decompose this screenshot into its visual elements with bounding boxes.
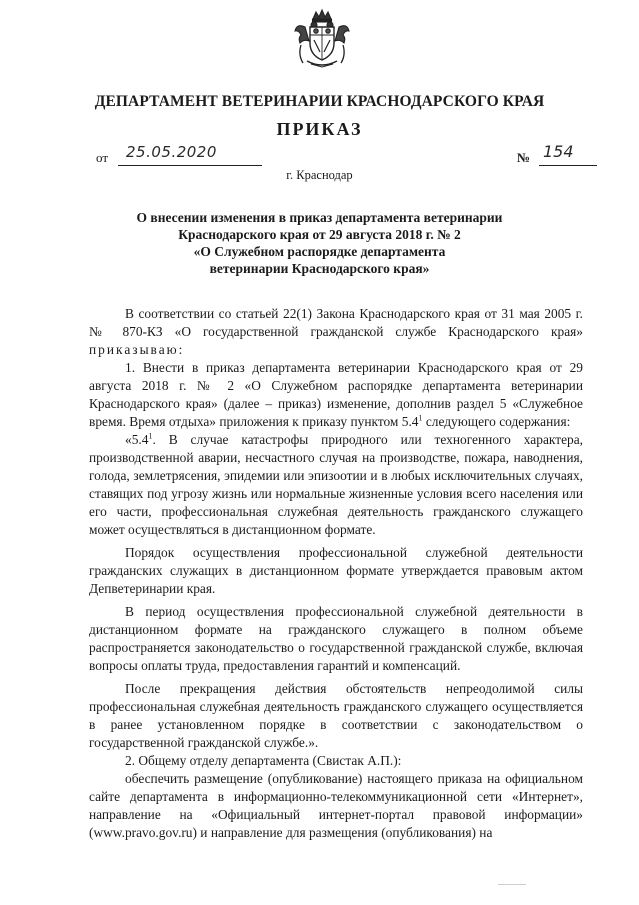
order-meta-row	[0, 140, 639, 180]
paragraph-item-2: 2. Общему отделу департамента (Свистак А.П.):	[125, 753, 402, 768]
paragraph-preamble	[89, 305, 583, 359]
title-line: О внесении изменения в приказ департамента ветеринарии	[136, 210, 503, 225]
preamble-text: В соответствии со статьей 22(1) Закона Краснодарского края от 31 мая 2005 г. № 870-КЗ «О государственной гражданской службе Краснодарского края»	[89, 306, 583, 339]
clause-text: . В случае катастрофы природного или техногенного характера, производственной аварии, несчастного случая на производстве, пожара, наводнения, голода, землетрясения, эпидемии или эпизоотии и в любых исключительных случаях, ставящих под угрозу жизнь или нормальные жизненные условия всего населения или его части, профессиональная служебная деятельность гражданского служащего может осуществляться в дистанционном формате.	[89, 432, 583, 537]
date-label: от	[96, 150, 109, 165]
document-type: ПРИКАЗ	[276, 119, 363, 139]
order-body	[89, 305, 583, 842]
department-name: ДЕПАРТАМЕНТ ВЕТЕРИНАРИИ КРАСНОДАРСКОГО КРАЯ	[94, 93, 545, 110]
order-verb: приказываю:	[89, 342, 185, 357]
item-1-tail: следующего содержания:	[422, 414, 571, 429]
item-1-text: 1. Внести в приказ департамента ветеринарии Краснодарского края от 29 августа 2018 г. № 2 «О Служебном распорядке департамента ветеринарии Краснодарского края» (далее – приказ) изменение, дополнив раздел 5 «Служебное время. Время отдыха» приложения к приказу пунктом 5.4	[89, 360, 583, 429]
paragraph-legislation: В период осуществления профессиональной служебной деятельности в дистанционном формате на гражданского служащего в полном объеме распространяется законодательство о государственной гражданской службе, включая вопросы оплаты труда, предоставления гарантий и компенсаций.	[89, 604, 583, 673]
order-number: 154	[543, 142, 574, 161]
krasnodar-coat-of-arms-icon	[289, 5, 355, 71]
paragraph-publication: обеспечить размещение (опубликование) настоящего приказа на официальном сайте департамента в информационно-телекоммуникационной сети «Интернет», направление на «Официальный интернет-портал правовой информации» (www.pravo.gov.ru) и направление для размещения (опубликования) на	[89, 771, 583, 840]
order-date: 25.05.2020	[126, 143, 217, 161]
paragraph-5-4-1	[89, 431, 583, 539]
scan-artifact	[498, 884, 526, 885]
superscript: 1	[418, 413, 423, 423]
title-line: «О Служебном распорядке департамента	[193, 244, 446, 259]
paragraph-after-force-majeure: После прекращения действия обстоятельств непреодолимой силы профессиональная служебная деятельность гражданского служащего осуществляется в ранее установленном порядке в соответствии с законодательством о государственной гражданской службе.».	[89, 681, 583, 750]
paragraph-item-1	[89, 359, 583, 431]
title-line: Краснодарского края от 29 августа 2018 г. № 2	[178, 227, 461, 242]
number-label: №	[517, 150, 531, 165]
title-line: ветеринарии Краснодарского края»	[209, 261, 430, 276]
order-title	[110, 209, 529, 277]
paragraph-procedure: Порядок осуществления профессиональной служебной деятельности гражданских служащих в дистанционном формате утверждается правовым актом Депветеринарии края.	[89, 545, 583, 596]
superscript: 1	[148, 431, 153, 441]
city: г. Краснодар	[286, 168, 353, 182]
clause-number: «5.4	[125, 432, 149, 447]
